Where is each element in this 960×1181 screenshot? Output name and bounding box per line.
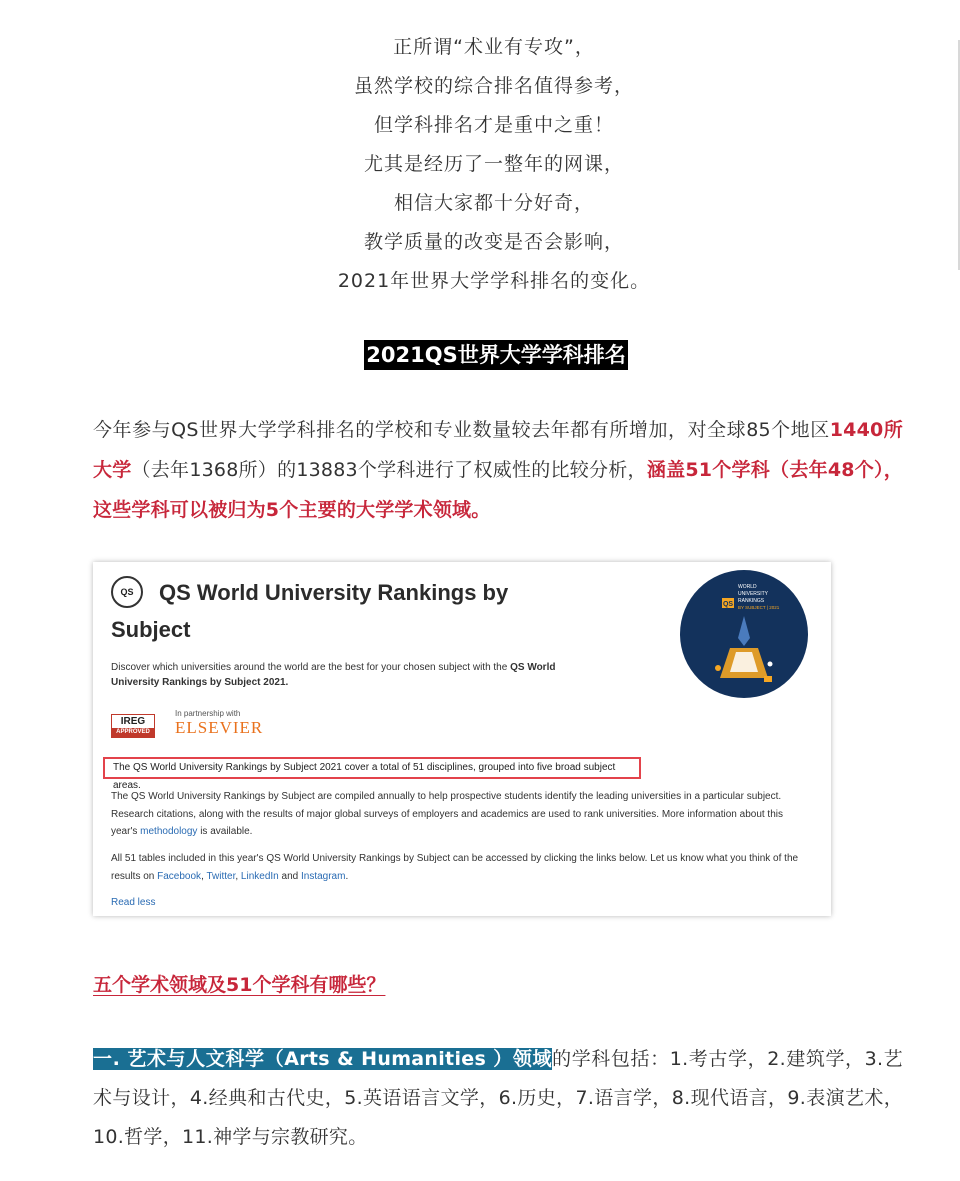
partnership-label: In partnership with [175, 709, 241, 718]
poem-line: 尤其是经历了一整年的网课， [363, 153, 624, 175]
poem-line: 虽然学校的综合排名值得参考， [353, 75, 634, 97]
badge-line: WORLD [738, 584, 757, 590]
section-title-text: 2021QS世界大学学科排名 [364, 340, 627, 370]
badge-line: RANKINGS [738, 598, 765, 604]
screenshot-paragraph-2: All 51 tables included in this year's QS World University Rankings by Subject can be accessed by clicking the links below. Let us know what you think of the results on Facebook, Twitter, LinkedIn and Instagram. [111, 853, 799, 882]
arts-humanities-label: 一. 艺术与人文科学（Arts & Humanities ）领域 [93, 1048, 553, 1070]
subject-areas-heading: 五个学术领域及51个学科有哪些？ [93, 974, 386, 996]
ireg-approved-logo [111, 714, 155, 738]
badge-line: UNIVERSITY [738, 591, 769, 597]
screenshot-description: Discover which universities around the world are the best for your chosen subject with the QS World University Rankings by Subject 2021. [111, 662, 556, 688]
qs-logo-icon: QS [111, 576, 143, 608]
qs-rankings-screenshot [93, 562, 831, 916]
badge-line: BY SUBJECT | 2021 [738, 605, 780, 610]
poem-line: 2021年世界大学学科排名的变化。 [337, 270, 651, 292]
screenshot-title: QS World University Rankings by Subject [111, 580, 509, 642]
arts-humanities-subjects: 的学科包括：1.考古学，2.建筑学，3.艺术与设计，4.经典和古代史，5.英语语言文学，6.历史，7.语言学，8.现代语言，9.表演艺术，10.哲学，11.神学与宗教研究。 [93, 1048, 903, 1148]
section-title [0, 340, 960, 370]
poem-line: 相信大家都十分好奇， [393, 192, 594, 214]
highlighted-disciplines-text: The QS World University Rankings by Subject 2021 cover a total of 51 disciplines, grouped into five broad subject areas. [103, 757, 641, 779]
linkedin-link[interactable]: LinkedIn [240, 870, 279, 882]
facebook-link[interactable]: Facebook [157, 870, 202, 882]
qs-2021-badge [678, 568, 810, 700]
intro-paragraph [93, 410, 903, 530]
intro-text-1: 今年参与QS世界大学学科排名的学校和专业数量较去年都有所增加，对全球85个地区 [93, 419, 830, 441]
screenshot-paragraph-1: The QS World University Rankings by Subject are compiled annually to help prospective students identify the leading universities in a particular subject. Research citations, along with the results of major global surveys of employers and academics are used to rank universities. More information about this year's methodology is available. [111, 791, 783, 837]
instagram-link[interactable]: Instagram [300, 870, 346, 882]
ireg-approved-label: APPROVED [112, 728, 154, 737]
twitter-link[interactable]: Twitter [206, 870, 236, 882]
intro-text-2: （去年1368所）的13883个学科进行了权威性的比较分析， [131, 459, 647, 481]
intro-highlight-universities: 1440所大学 [93, 419, 903, 481]
poem-block [0, 28, 960, 301]
poem-line: 教学质量的改变是否会影响， [363, 231, 624, 253]
badge-qs-text: QS [722, 601, 734, 608]
elsevier-logo: ELSEVIER [175, 718, 264, 737]
arts-humanities-paragraph [93, 1040, 903, 1157]
intro-highlight-subjects: 涵盖51个学科（去年48个），这些学科可以被归为5个主要的大学学术领域。 [93, 459, 903, 521]
ireg-label: IREG [120, 716, 146, 727]
methodology-link[interactable]: methodology [140, 826, 198, 837]
poem-line: 正所谓“术业有专攻”， [393, 36, 595, 58]
read-less-link[interactable]: Read less [111, 897, 156, 908]
poem-line: 但学科排名才是重中之重！ [373, 114, 614, 136]
